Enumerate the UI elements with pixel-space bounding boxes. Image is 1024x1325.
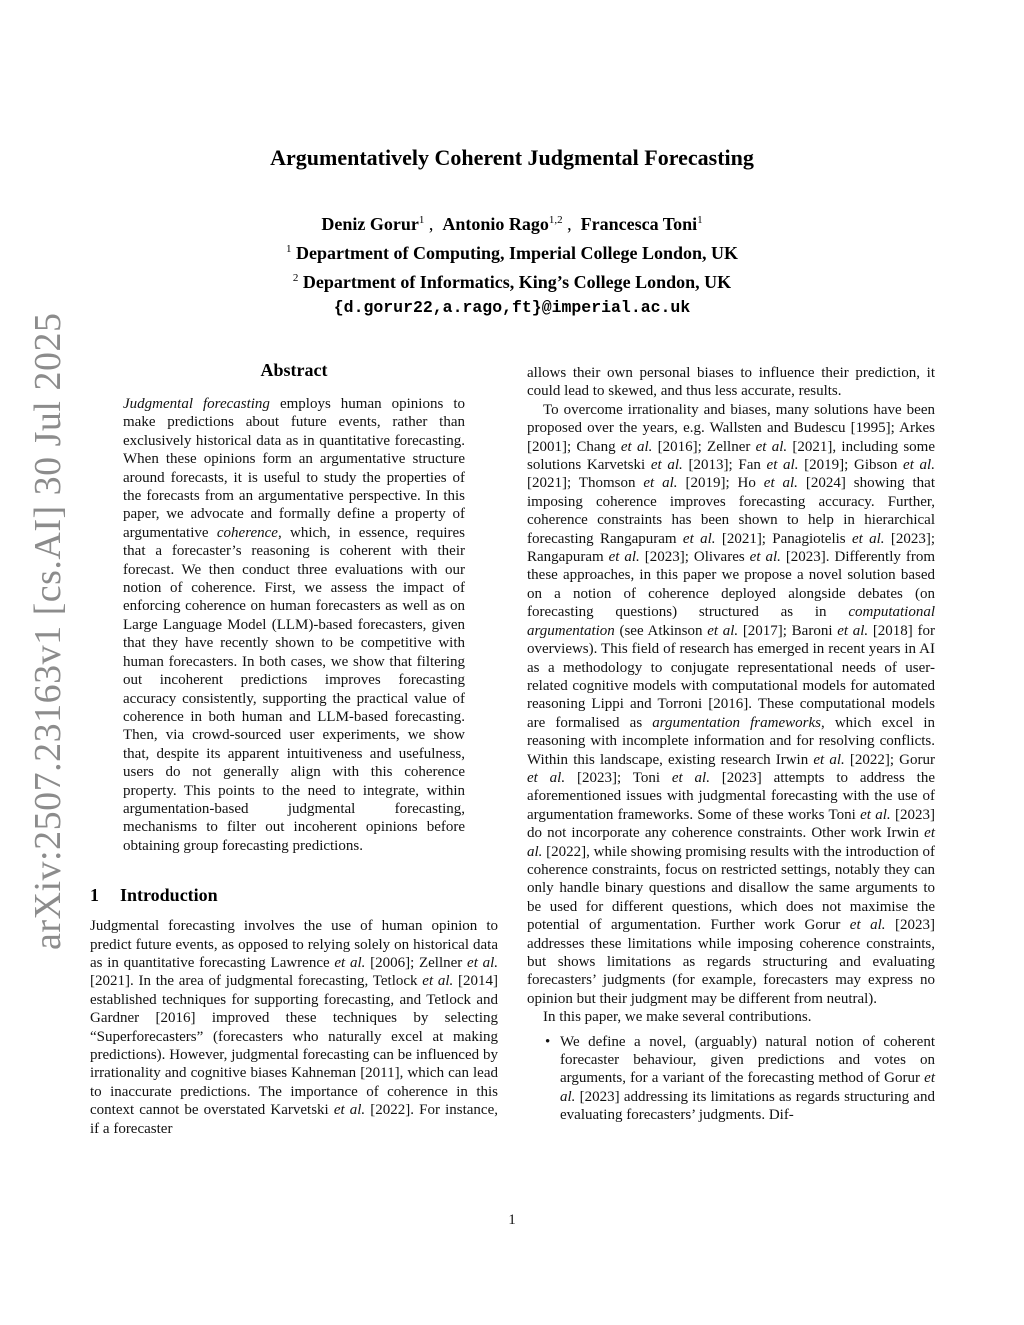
author-block (0, 208, 1024, 320)
affiliation-line (0, 266, 1024, 295)
page-number: 1 (508, 1212, 516, 1228)
left-column (90, 360, 498, 1138)
author-names: Deniz Gorur$^1$ , Antonio Rago$^{1,2}$ , Francesca Toni$^1$ (321, 214, 703, 234)
affiliation-number: 1 (286, 243, 292, 255)
intro-paragraph-continued: allows their own personal biases to influence their prediction, it could lead to skewed, and thus less accurate, results. (527, 365, 935, 400)
author-affiliation-mark: 1 (418, 214, 425, 226)
author-name: Antonio Rago (442, 214, 549, 234)
abstract-text: Judgmental forecasting employs human opinions to make predictions about future events, rather than exclusively historical data as in quantitative forecasting. When these opinions form an argumentative structure around forecasts, it is useful to study the properties of the forecasts from an argumentative perspective. In this paper, we advocate and formally define a property of argumentative coherence, which, in essence, requires that a forecaster’s reasoning is coherent with their forecast. We then conduct three evaluations with our notion of coherence. First, we assess the impact of enforcing coherence on human forecasters as well as on Large Language Model (LLM)-based forecasters, given that they have recently shown to be competitive with human forecasters. In both cases, we show that filtering out incoherent predictions improves forecasting accuracy consistently, supporting the practical value of coherence in both human and LLM-based forecasting. Then, via crowd-sourced user experiments, we show that, despite its apparent intuitiveness and usefulness, users do not generally align with this coherence property. This points to the need to integrate, within argumentation-based judgmental forecasting, mechanisms to filter out incoherent opinions before obtaining group forecasting predictions. (123, 396, 465, 854)
section-title: Introduction (120, 885, 218, 906)
intro-paragraph: Judgmental forecasting involves the use of human opinion to predict future events, as opposed to relying solely on historical data as in quantitative forecasting Lawrence et al. [2006]; Zellner et al. [2021]. In the area of judgmental forecasting, Tetlock et al. [2014] established techniques for supporting forecasting, and Tetlock and Gardner [2016] improved these techniques by selecting “Superforecasters” (forecasters who naturally excel at making predictions). However, judgmental forecasting can be influenced by irrationality and cognitive biases Kahneman [2011], which can lead to inaccurate predictions. The importance of coherence in this context cannot be overstated Karvetski et al. [2022]. For instance, if a forecaster (90, 918, 499, 1137)
abstract-heading: Abstract (260, 360, 328, 380)
author-affiliation-mark: 1 (697, 214, 703, 226)
bullet-icon: • (545, 1033, 551, 1050)
section-number: 1 (90, 885, 99, 906)
term-argumentation-frameworks: argumentation frameworks (652, 714, 821, 731)
affiliation-number: 2 (292, 272, 299, 284)
affiliation-line (0, 237, 1024, 266)
intro-paragraph: In this paper, we make several contributions. (543, 1009, 812, 1026)
author-email: {d.gorur22,a.rago,ft}@imperial.ac.uk (333, 298, 691, 317)
abstract-term-coherence: coherence (216, 524, 278, 541)
author-name: Francesca Toni (580, 214, 698, 234)
author-affiliation-mark: 1,2 (548, 214, 563, 226)
contribution-list (527, 1033, 935, 1125)
abstract-lead-term: Judgmental forecasting (123, 396, 270, 412)
term-computational-argumentation: computational argumentation (527, 604, 935, 639)
right-column (527, 364, 935, 1125)
arxiv-stamp: arXiv:2507.23163v1 [cs.AI] 30 Jul 2025 (27, 312, 69, 950)
author-name: Deniz Gorur (321, 214, 419, 234)
affiliation-text: Department of Computing, Imperial College London, UK (296, 243, 738, 263)
section-heading-introduction (90, 885, 498, 906)
paper-title: Argumentatively Coherent Judgmental Forecasting (270, 145, 754, 170)
list-item: • We define a novel, (arguably) natural notion of coherent forecaster behaviour, given predictions and votes on arguments, for a variant of the forecasting method of Gorur et al. [2023] addressing its limitations as regards structuring and evaluating forecasters’ judgments. Dif- (545, 1033, 935, 1124)
affiliation-text: Department of Informatics, King’s College London, UK (302, 272, 732, 292)
intro-paragraph: To overcome irrationality and biases, many solutions have been proposed over the years, e.g. Wallsten and Budescu [1995]; Arkes [2001]; Chang et al. [2016]; Zellner et al. [2021], including some solutions Karvetski et al. [2013]; Fan et al. [2019]; Gibson et al. [2021]; Thomson et al. [2019]; Ho et al. [2024] showing that imposing coherence improves forecasting accuracy. Further, coherence constraints has been shown to help in hierarchical forecasting Rangapuram et al. [2021]; Panagiotelis et al. [2023]; Rangapuram et al. [2023]; Olivares et al. [2023]. Differently from these approaches, in this paper we propose a novel solution based on a notion of coherence deployed alongside debates (on forecasting questions) structured as in computational argumentation (see Atkinson et al. [2017]; Baroni et al. [2018] for overviews). This field of research has emerged in recent years in AI as a methodology to conjugate representational needs of user-related cognitive models with computational models for automated reasoning Lippi and Torroni [2016]. These computational models are formalised as argumentation frameworks, which excel in reasoning with incomplete information and for resolving conflicts. Within this landscape, existing research Irwin et al. [2022]; Gorur et al. [2023]; Toni et al. [2023] attempts to address the aforementioned issues with judgmental forecasting with the use of argumentation frameworks. Some of these works Toni et al. [2023] do not incorporate any coherence constraints. Other work Irwin et al. [2022], while showing promising results with the introduction of coherence constraints, focus on restricted settings, notably they can only handle binary questions and disallow the same arguments to be used for different questions, which does not maximise the potential of argumentation. Further work Gorur et al. [2023] addresses these limitations while imposing coherence constraints, but shows limitations as regards structuring and evaluating forecasters’ judgments (for example, forecasters may express no opinion but their judgment may be different from neutral). (527, 401, 936, 1007)
